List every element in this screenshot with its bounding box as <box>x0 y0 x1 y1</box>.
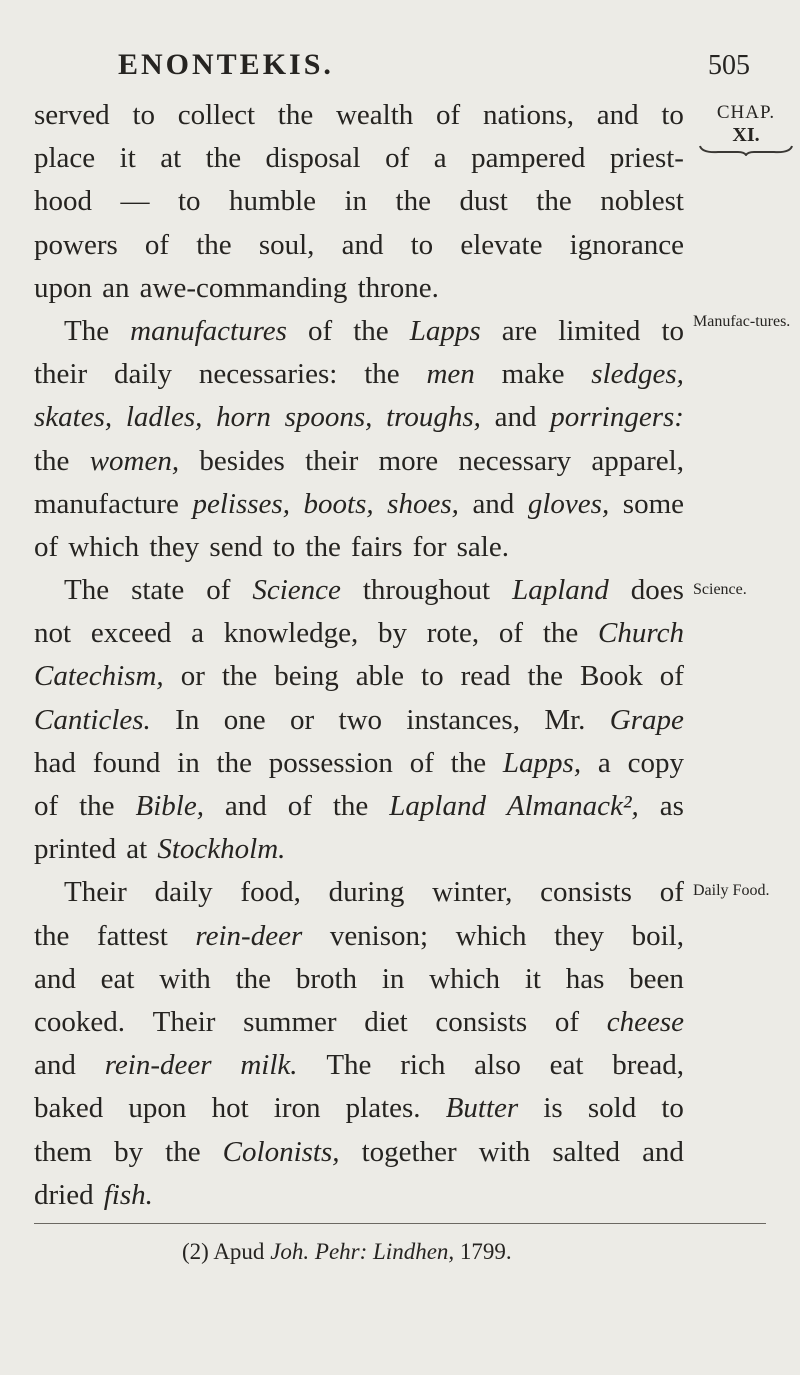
word: skates, <box>34 401 113 434</box>
text-line <box>34 353 684 396</box>
word: to <box>177 185 201 218</box>
word: priest- <box>609 142 684 175</box>
footnote-author: Joh. Pehr: Lindhen, <box>270 1239 455 1264</box>
word: to <box>661 99 684 131</box>
word: disposal <box>265 142 361 175</box>
word: place <box>34 142 96 175</box>
word: during <box>328 876 405 909</box>
word: the <box>79 790 115 822</box>
word: Lapps <box>409 314 481 347</box>
text-line <box>34 655 684 698</box>
word: Colonists, <box>222 1135 340 1168</box>
word: powers <box>34 228 118 261</box>
word: consists <box>435 1005 528 1038</box>
word: and <box>341 228 384 261</box>
word: throughout <box>362 574 491 607</box>
text-line <box>34 871 684 914</box>
word: the <box>216 746 252 779</box>
text-line <box>34 1174 684 1217</box>
word: collect <box>177 99 256 131</box>
word: the <box>34 444 70 477</box>
chapter-marker <box>696 102 796 156</box>
word: printed <box>34 833 117 866</box>
word: Almanack², <box>506 790 639 822</box>
word: Lapland <box>512 574 609 607</box>
text-line <box>34 958 684 1001</box>
word: and <box>472 487 515 520</box>
word: send <box>209 530 263 563</box>
text-line <box>34 137 684 180</box>
word: sledges, <box>591 358 684 391</box>
word: of <box>659 876 684 909</box>
word: venison; <box>329 919 429 952</box>
text-line <box>34 785 684 828</box>
word: ladles, <box>125 401 203 434</box>
word: fattest <box>97 919 168 952</box>
word: horn <box>216 401 271 434</box>
word: also <box>474 1049 521 1082</box>
word: of <box>498 617 524 650</box>
text-line <box>34 440 684 483</box>
word: in <box>381 962 405 995</box>
word: a <box>191 617 204 650</box>
word: it <box>524 962 541 995</box>
word: by <box>378 617 407 650</box>
text-line <box>34 224 684 267</box>
page-header <box>0 48 800 88</box>
word: read <box>460 660 511 693</box>
margin-note-daily-food: Daily Food. <box>693 882 770 899</box>
text-line <box>34 1131 684 1174</box>
text-line <box>34 915 684 958</box>
word: or <box>180 660 205 693</box>
word: able <box>355 660 405 693</box>
word: elevate <box>460 228 543 261</box>
word: the <box>364 358 400 391</box>
word: of <box>308 314 333 347</box>
text-line <box>34 569 684 612</box>
word: eat <box>549 1049 584 1082</box>
word: make <box>501 358 565 391</box>
footnote-prefix: Apud <box>213 1239 265 1264</box>
word: possession <box>268 746 393 779</box>
word: found <box>92 746 161 779</box>
word: of <box>409 746 434 779</box>
word: Catechism, <box>34 660 164 693</box>
word: hot <box>211 1092 249 1125</box>
word: for <box>412 530 447 563</box>
word: at <box>160 142 182 175</box>
text-line <box>34 828 684 871</box>
word: more <box>378 444 439 477</box>
text-line <box>34 1087 684 1130</box>
word: spoons, <box>284 401 373 434</box>
word: of <box>554 1005 580 1038</box>
word: porringers: <box>550 401 684 434</box>
word: of <box>34 790 59 822</box>
word: Science <box>252 574 341 607</box>
word: pampered <box>471 142 586 175</box>
word: does <box>630 574 684 607</box>
text-line <box>34 483 684 526</box>
word: sold <box>587 1092 637 1125</box>
word: Canticles. <box>34 703 151 736</box>
word: has <box>565 962 605 995</box>
word: daily <box>114 358 172 391</box>
word: the <box>196 228 232 261</box>
word: dust <box>459 185 508 218</box>
word: of <box>287 790 312 822</box>
word: boots, <box>303 487 374 520</box>
word: of <box>144 228 170 261</box>
footnote-rule <box>34 1223 766 1224</box>
word: rote, <box>426 617 480 650</box>
word: men <box>426 358 475 391</box>
word: dried <box>34 1178 94 1211</box>
word: had <box>34 746 76 779</box>
word: been <box>629 962 684 995</box>
text-line <box>34 699 684 742</box>
word: an <box>102 271 130 304</box>
margin-note-science: Science. <box>693 581 747 598</box>
word: and <box>34 1049 76 1082</box>
word: food, <box>240 876 301 909</box>
word: apparel, <box>591 444 684 477</box>
word: manufacture <box>34 487 179 520</box>
word: winter, <box>432 876 513 909</box>
word: iron <box>273 1092 321 1125</box>
word: of <box>385 142 410 175</box>
word: — <box>120 185 150 218</box>
word: at <box>126 833 148 866</box>
word: their <box>305 444 359 477</box>
word: summer <box>243 1005 337 1038</box>
word: cooked. <box>34 1005 125 1038</box>
word: the <box>450 746 487 779</box>
word: upon <box>34 271 92 304</box>
word: with <box>478 1135 531 1168</box>
word: Their <box>152 1005 216 1038</box>
word: them <box>34 1135 92 1168</box>
word: which <box>429 962 501 995</box>
word: upon <box>128 1092 187 1125</box>
word: plates. <box>345 1092 421 1125</box>
chapter-number: XI. <box>732 124 760 146</box>
word: sale. <box>456 530 509 563</box>
word: soul, <box>258 228 315 261</box>
text-line <box>34 267 684 310</box>
word: it <box>119 142 136 175</box>
word: the <box>305 530 341 563</box>
word: awe-commanding <box>139 271 348 304</box>
text-line <box>34 94 684 137</box>
word: is <box>543 1092 563 1125</box>
word: not <box>34 617 72 650</box>
margin-note-manufactures: Manufac-tures. <box>693 313 791 330</box>
text-line <box>34 1001 684 1044</box>
word: and <box>34 962 76 995</box>
word: gloves, <box>527 487 610 520</box>
word: and <box>596 99 639 131</box>
word: to <box>661 1092 684 1125</box>
word: the <box>395 185 431 218</box>
word: In <box>175 703 200 736</box>
word: ignorance <box>569 228 684 261</box>
word: one <box>223 703 266 736</box>
word: together <box>361 1135 457 1168</box>
text-line <box>34 526 684 569</box>
word: of <box>436 99 461 131</box>
word: diet <box>364 1005 408 1038</box>
word: and <box>642 1135 684 1168</box>
page-number: 505 <box>708 50 750 81</box>
text-line <box>34 742 684 785</box>
word: being <box>274 660 339 693</box>
word: two <box>338 703 383 736</box>
word: fish. <box>103 1178 153 1211</box>
word: the <box>34 919 70 952</box>
footnote-year: 1799. <box>459 1239 512 1264</box>
word: baked <box>34 1092 104 1125</box>
word: to <box>272 530 296 563</box>
running-head: ENONTEKIS. <box>118 48 334 81</box>
word: the <box>221 660 258 693</box>
word: Lapland <box>389 790 486 822</box>
word: Grape <box>609 703 684 736</box>
word: nations, <box>482 99 574 131</box>
word: state <box>131 574 185 607</box>
word: salted <box>552 1135 620 1168</box>
chapter-label: CHAP. <box>716 102 776 123</box>
word: the <box>205 142 242 175</box>
word: copy <box>627 746 684 779</box>
word: with <box>159 962 211 995</box>
text-line <box>34 396 684 439</box>
word: milk. <box>240 1049 298 1082</box>
word: Butter <box>445 1092 519 1125</box>
footnote <box>182 1237 512 1267</box>
word: which <box>68 530 140 563</box>
word: The <box>64 314 110 347</box>
word: to <box>132 99 155 131</box>
word: hood <box>34 185 92 218</box>
word: the <box>527 660 563 693</box>
word: exceed <box>90 617 172 650</box>
word: eat <box>100 962 135 995</box>
word: noblest <box>600 185 684 218</box>
word: or <box>289 703 315 736</box>
word: Their <box>64 876 127 909</box>
word: of <box>659 660 684 693</box>
word: some <box>622 487 684 520</box>
word: shoes, <box>387 487 459 520</box>
word: the <box>235 962 272 995</box>
word: a <box>597 746 611 779</box>
word: the <box>277 99 314 131</box>
word: rein-deer <box>195 919 303 952</box>
word: daily <box>154 876 213 909</box>
word: pelisses, <box>192 487 290 520</box>
text-line <box>34 180 684 223</box>
word: of <box>34 530 59 563</box>
word: to <box>421 660 444 693</box>
word: broth <box>295 962 358 995</box>
footnote-marker: (2) <box>182 1239 209 1264</box>
word: the <box>536 185 572 218</box>
word: by <box>114 1135 144 1168</box>
word: Bible, <box>135 790 204 822</box>
word: Lapps, <box>502 746 582 779</box>
word: knowledge, <box>223 617 359 650</box>
word: they <box>149 530 200 563</box>
word: Mr. <box>544 703 586 736</box>
word: the <box>165 1135 201 1168</box>
word: Book <box>579 660 643 693</box>
word: necessaries: <box>198 358 338 391</box>
word: throne. <box>357 271 439 304</box>
word: cheese <box>606 1005 684 1038</box>
word: are <box>501 314 538 347</box>
word: limited <box>558 314 641 347</box>
text-line <box>34 1044 684 1087</box>
word: the <box>353 314 389 347</box>
word: The <box>326 1049 372 1082</box>
word: consists <box>540 876 632 909</box>
word: and <box>494 401 537 434</box>
word: a <box>433 142 447 175</box>
text-line <box>34 310 684 353</box>
word: rein-deer <box>104 1049 212 1082</box>
word: manufactures <box>130 314 287 347</box>
word: instances, <box>406 703 520 736</box>
word: Church <box>598 617 684 650</box>
word: to <box>661 314 684 347</box>
word: of <box>206 574 231 607</box>
text-line <box>34 612 684 655</box>
word: women, <box>89 444 180 477</box>
word: besides <box>199 444 285 477</box>
word: served <box>34 99 110 131</box>
word: wealth <box>335 99 414 131</box>
word: the <box>542 617 579 650</box>
word: necessary <box>458 444 572 477</box>
word: in <box>177 746 200 779</box>
word: humble <box>229 185 317 218</box>
word: Stockholm. <box>157 833 286 866</box>
word: they <box>554 919 605 952</box>
word: bread, <box>612 1049 684 1082</box>
word: as <box>659 790 684 822</box>
word: and <box>224 790 267 822</box>
word: boil, <box>631 919 684 952</box>
word: troughs, <box>386 401 481 434</box>
word: to <box>410 228 434 261</box>
body-text <box>34 94 684 1217</box>
word: which <box>455 919 527 952</box>
word: their <box>34 358 88 391</box>
word: The <box>64 574 110 607</box>
word: fairs <box>351 530 403 563</box>
word: the <box>332 790 369 822</box>
word: in <box>344 185 368 218</box>
word: rich <box>400 1049 446 1082</box>
